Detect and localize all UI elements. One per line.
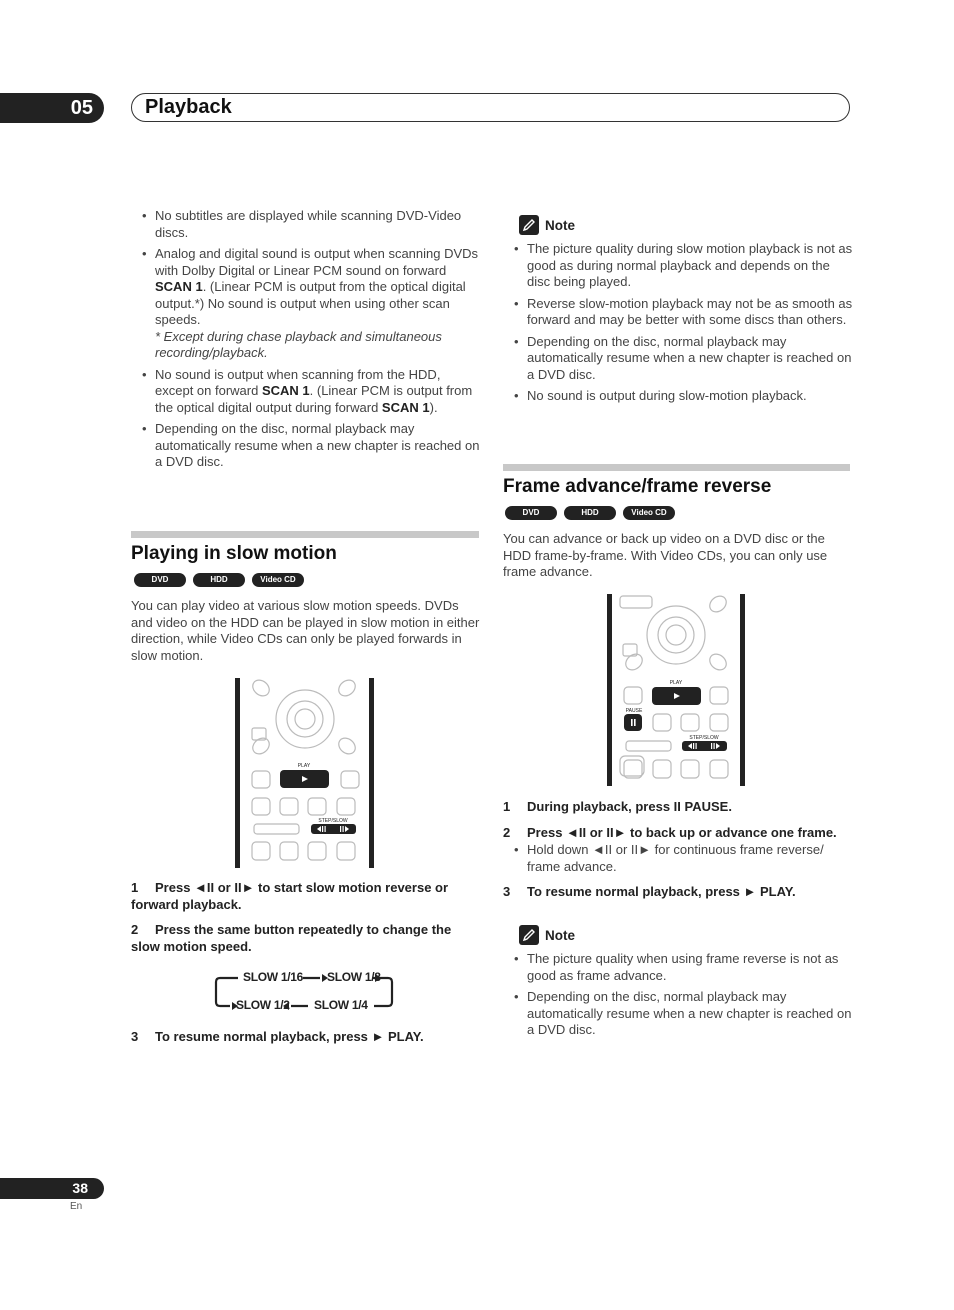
disc-badge: HDD	[564, 506, 616, 520]
list-item: • Depending on the disc, normal playback may automatically resume when a new chapter is reached on a DVD disc.	[131, 421, 481, 471]
chapter-number-tab: 05	[0, 93, 104, 123]
remote-label-step: STEP/SLOW	[689, 735, 719, 741]
slow-motion-intro: You can play video at various slow motion speeds. DVDs and video on the HDD can be played in slow motion in either direction, while Video CDs can only be played forwards in slow motion.	[131, 598, 480, 663]
list-item: • No subtitles are displayed while scanning DVD-Video discs.	[131, 208, 481, 241]
disc-badge: HDD	[193, 573, 245, 587]
note-item: • Depending on the disc, normal playback may automatically resume when a new chapter is reached on a DVD disc.	[503, 989, 853, 1039]
page-number: 38	[0, 1178, 104, 1199]
frame-advance-intro: You can advance or back up video on a DVD disc or the HDD frame-by-frame. With Video CDs, you can only use frame advance.	[503, 531, 828, 579]
scan-notes-list	[131, 208, 481, 476]
slow-step-1: 1 Press ◄II or II► to start slow motion reverse or forward playback.	[131, 880, 449, 912]
pencil-note-icon	[519, 925, 539, 945]
list-item: • No sound is output when scanning from the HDD, except on forward SCAN 1. (Linear PCM is output from the optical digital output during forward SCAN 1).	[131, 367, 481, 417]
pencil-note-icon	[519, 215, 539, 235]
section-divider	[131, 531, 479, 538]
disc-badge: DVD	[134, 573, 186, 587]
note-heading: Note	[519, 925, 575, 945]
disc-badge: Video CD	[623, 506, 675, 520]
remote-label-step: STEP/SLOW	[318, 818, 348, 824]
speed-label: SLOW 1/2	[236, 998, 290, 1012]
step-tip: • Hold down ◄II or II► for continuous frame reverse/ frame advance.	[503, 842, 853, 875]
frame-step-2-sublist	[503, 842, 853, 880]
remote-label-play: PLAY	[669, 680, 683, 686]
section-divider	[503, 464, 850, 471]
note-heading: Note	[519, 215, 575, 235]
frame-step-3: 3 To resume normal playback, press ► PLAY.	[503, 884, 796, 899]
speed-label: SLOW 1/16	[243, 970, 303, 984]
chapter-title-frame	[131, 93, 850, 122]
section-title-slow-motion: Playing in slow motion	[131, 543, 337, 564]
remote-control-illustration	[234, 676, 376, 870]
remote-label-pause: PAUSE	[625, 708, 643, 714]
remote-label-play: PLAY	[297, 763, 311, 769]
disc-badges	[134, 573, 304, 587]
frame-advance-notes-list	[503, 951, 853, 1044]
disc-badges	[505, 506, 675, 520]
slow-step-2: 2 Press the same button repeatedly to change the slow motion speed.	[131, 922, 452, 954]
remote-control-illustration	[606, 592, 748, 788]
disc-badge: Video CD	[252, 573, 304, 587]
footnote: * Except during chase playback and simultaneous recording/playback.	[155, 328, 442, 360]
section-title-frame-advance: Frame advance/frame reverse	[503, 476, 772, 497]
frame-step-2: 2 Press ◄II or II► to back up or advance one frame.	[503, 825, 837, 840]
note-item: • Depending on the disc, normal playback may automatically resume when a new chapter is reached on a DVD disc.	[503, 334, 853, 384]
slow-step-3: 3 To resume normal playback, press ► PLAY.	[131, 1029, 424, 1044]
chapter-title: Playback	[145, 96, 232, 118]
frame-step-1: 1 During playback, press II PAUSE.	[503, 799, 732, 814]
note-item: • The picture quality during slow motion playback is not as good as during normal playback and depends on the disc being played.	[503, 241, 853, 291]
list-item: • Analog and digital sound is output when scanning DVDs with Dolby Digital or Linear PCM sound on forward SCAN 1. (Linear PCM is output from the optical digital output.*) No sound is output when using other scan speeds. * Except during chase playback and simultaneous recording/playback.	[131, 246, 481, 362]
page-language: En	[70, 1201, 83, 1212]
speed-label: SLOW 1/8	[327, 970, 381, 984]
speed-label: SLOW 1/4	[314, 998, 368, 1012]
note-item: • The picture quality when using frame reverse is not as good as frame advance.	[503, 951, 853, 984]
disc-badge: DVD	[505, 506, 557, 520]
note-item: • Reverse slow-motion playback may not be as smooth as forward and may be better with some discs than others.	[503, 296, 853, 329]
slow-motion-notes-list	[503, 241, 853, 410]
note-item: • No sound is output during slow-motion playback.	[503, 388, 853, 405]
